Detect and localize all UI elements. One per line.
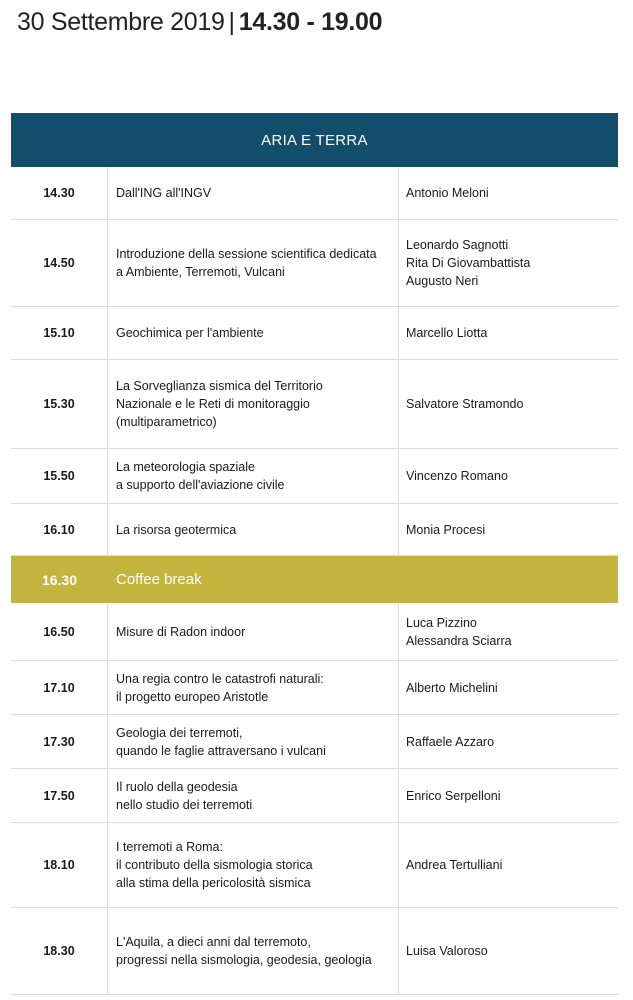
row-speakers: Enrico Serpelloni — [406, 788, 501, 803]
row-time: 15.10 — [11, 307, 108, 359]
row-time: 18.10 — [11, 823, 108, 907]
session-title: ARIA E TERRA — [261, 131, 368, 149]
schedule-row — [11, 715, 618, 769]
schedule-row — [11, 769, 618, 823]
schedule-row — [11, 449, 618, 504]
row-time: 16.10 — [11, 504, 108, 555]
row-speakers: Luisa Valoroso — [406, 944, 488, 958]
row-speakers: Andrea Tertulliani — [406, 858, 503, 872]
event-date: 30 Settembre 2019 — [17, 8, 225, 36]
row-speakers: Vincenzo Romano — [406, 469, 508, 483]
row-title: La Sorveglianza sismica del Territorio Nazionale e le Reti di monitoraggio (multiparametrico) — [108, 360, 399, 448]
row-speakers: Raffaele Azzaro — [406, 734, 495, 749]
schedule-row — [11, 504, 618, 556]
row-time: 15.30 — [11, 360, 108, 448]
row-time: 14.50 — [11, 220, 108, 306]
row-speakers — [399, 556, 618, 603]
row-title: Dall'ING all'INGV — [108, 167, 399, 219]
row-time: 17.30 — [11, 715, 108, 768]
row-time: 14.30 — [11, 167, 108, 219]
row-title: Una regia contro le catastrofi naturali: il progetto europeo Aristotle — [108, 661, 399, 714]
schedule-row — [11, 167, 618, 220]
row-time: 15.50 — [11, 449, 108, 503]
row-title: Il ruolo della geodesia nello studio dei terremoti — [108, 769, 399, 822]
row-time: 17.10 — [11, 661, 108, 714]
row-time: 17.50 — [11, 769, 108, 822]
schedule-row — [11, 220, 618, 307]
header-separator: | — [228, 8, 235, 36]
schedule-row — [11, 661, 618, 715]
schedule-row — [11, 604, 618, 661]
row-speakers: Leonardo Sagnotti Rita Di Giovambattista Augusto Neri — [406, 238, 531, 288]
row-time: 18.30 — [11, 908, 108, 994]
row-time: 16.50 — [11, 604, 108, 660]
event-date-header — [17, 4, 382, 40]
row-speakers: Marcello Liotta — [406, 326, 488, 340]
coffee-break-row — [11, 556, 618, 604]
row-title: I terremoti a Roma: il contributo della sismologia storica alla stima della pericolosità sismica — [108, 823, 399, 907]
row-speakers: Monia Procesi — [406, 522, 486, 537]
row-title: Coffee break — [116, 570, 202, 588]
row-speakers: Luca Pizzino Alessandra Sciarra — [406, 616, 512, 648]
schedule-table — [11, 113, 618, 995]
schedule-row — [11, 307, 618, 360]
row-title: Introduzione della sessione scientifica dedicata a Ambiente, Terremoti, Vulcani — [108, 220, 399, 306]
row-speakers: Antonio Meloni — [406, 186, 489, 200]
schedule-row — [11, 360, 618, 449]
row-title: Geochimica per l'ambiente — [108, 307, 399, 359]
row-title: La risorsa geotermica — [108, 504, 399, 555]
row-title: La meteorologia spaziale a supporto dell'aviazione civile — [108, 449, 399, 503]
row-title: L'Aquila, a dieci anni dal terremoto, progressi nella sismologia, geodesia, geologia — [108, 908, 399, 994]
event-time-range: 14.30 - 19.00 — [238, 8, 383, 36]
schedule-row — [11, 908, 618, 995]
schedule-row — [11, 823, 618, 908]
row-title: Geologia dei terremoti, quando le faglie attraversano i vulcani — [108, 715, 399, 768]
session-banner — [11, 113, 618, 167]
row-title: Misure di Radon indoor — [108, 604, 399, 660]
row-time: 16.30 — [41, 571, 78, 588]
row-speakers: Salvatore Stramondo — [406, 397, 524, 411]
row-speakers: Alberto Michelini — [406, 680, 498, 695]
